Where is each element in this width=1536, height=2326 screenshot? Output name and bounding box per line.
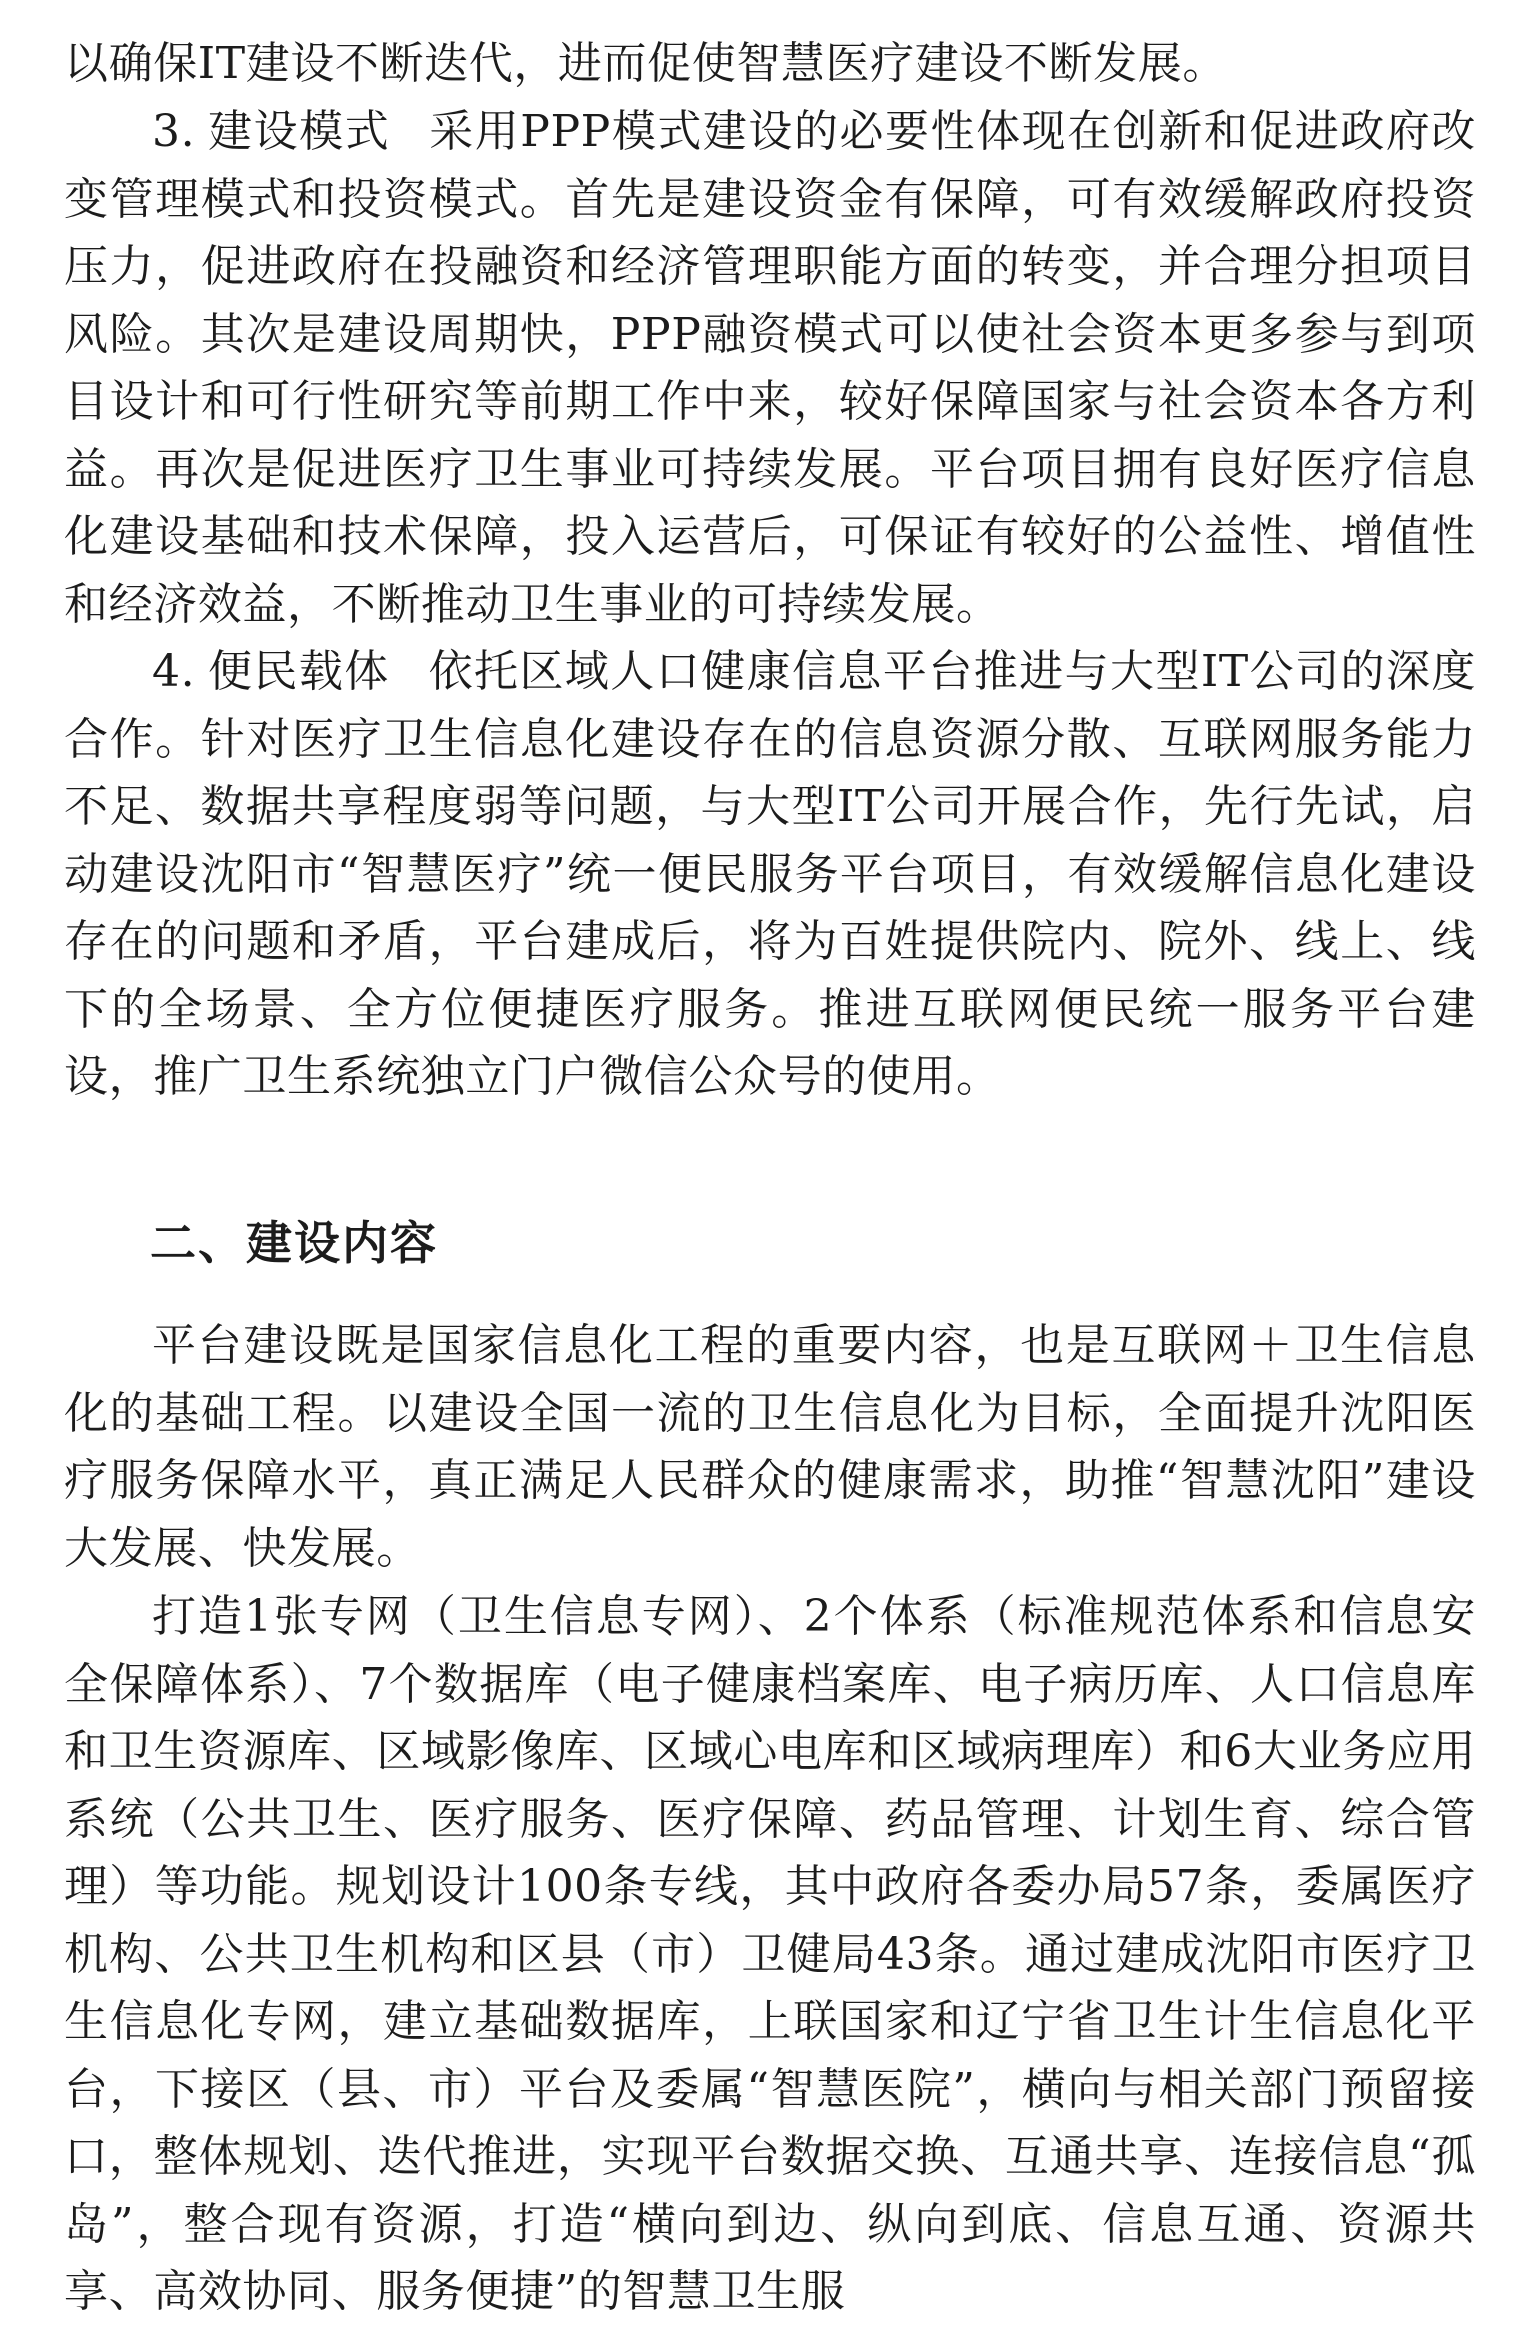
section-paragraph-2 xyxy=(64,1583,1476,2326)
item-3-heading: 建设模式 xyxy=(207,106,391,157)
item-4-heading: 便民载体 xyxy=(207,646,390,697)
item-3-number: 3. xyxy=(152,106,196,157)
continuation-text: 以确保IT建设不断迭代，进而促使智慧医疗建设不断发展。 xyxy=(64,38,1227,89)
paragraph-item-3 xyxy=(64,98,1476,638)
item-4-body: 依托区域人口健康信息平台推进与大型IT公司的深度合作。针对医疗卫生信息化建设存在的信息资源分散、互联网服务能力不足、数据共享程度弱等问题，与大型IT公司开展合作，先行先试，启动建设沈阳市“智慧医疗”统一便民服务平台项目，有效缓解信息化建设存在的问题和矛盾，平台建成后，将为百姓提供院内、院外、线上、线下的全场景、全方位便捷医疗服务。推进互联网便民统一服务平台建设，推广卫生系统独立门户微信公众号的使用。 xyxy=(64,646,1476,1102)
item-4-number: 4. xyxy=(152,646,196,697)
section-title: 二、建设内容 xyxy=(150,1216,438,1270)
section-paragraph-1 xyxy=(64,1312,1476,1582)
item-3-body: 采用PPP模式建设的必要性体现在创新和促进政府改变管理模式和投资模式。首先是建设资金有保障，可有效缓解政府投资压力，促进政府在投融资和经济管理职能方面的转变，并合理分担项目风险。其次是建设周期快，PPP融资模式可以使社会资本更多参与到项目设计和可行性研究等前期工作中来，较好保障国家与社会资本各方利益。再次是促进医疗卫生事业可持续发展。平台项目拥有良好医疗信息化建设基础和技术保障，投入运营后，可保证有较好的公益性、增值性和经济效益，不断推动卫生事业的可持续发展。 xyxy=(64,106,1477,630)
section-paragraph-1-text: 平台建设既是国家信息化工程的重要内容，也是互联网＋卫生信息化的基础工程。以建设全国一流的卫生信息化为目标，全面提升沈阳医疗服务保障水平，真正满足人民群众的健康需求，助推“智慧沈阳”建设大发展、快发展。 xyxy=(64,1320,1476,1574)
continuation-paragraph xyxy=(64,30,1476,98)
section-paragraph-2-text: 打造1张专网（卫生信息专网）、2个体系（标准规范体系和信息安全保障体系）、7个数据库（电子健康档案库、电子病历库、人口信息库和卫生资源库、区域影像库、区域心电库和区域病理库）和6大业务应用系统（公共卫生、医疗服务、医疗保障、药品管理、计划生育、综合管理）等功能。规划设计100条专线，其中政府各委办局57条，委属医疗机构、公共卫生机构和区县（市）卫健局43条。通过建成沈阳市医疗卫生信息化专网，建立基础数据库，上联国家和辽宁省卫生计生信息化平台，下接区（县、市）平台及委属“智慧医院”，横向与相关部门预留接口，整体规划、迭代推进，实现平台数据交换、互通共享、连接信息“孤岛”，整合现有资源，打造“横向到边、纵向到底、信息互通、资源共享、高效协同、服务便捷”的智慧卫生服 xyxy=(64,1591,1476,2317)
paragraph-item-4 xyxy=(64,638,1476,1111)
